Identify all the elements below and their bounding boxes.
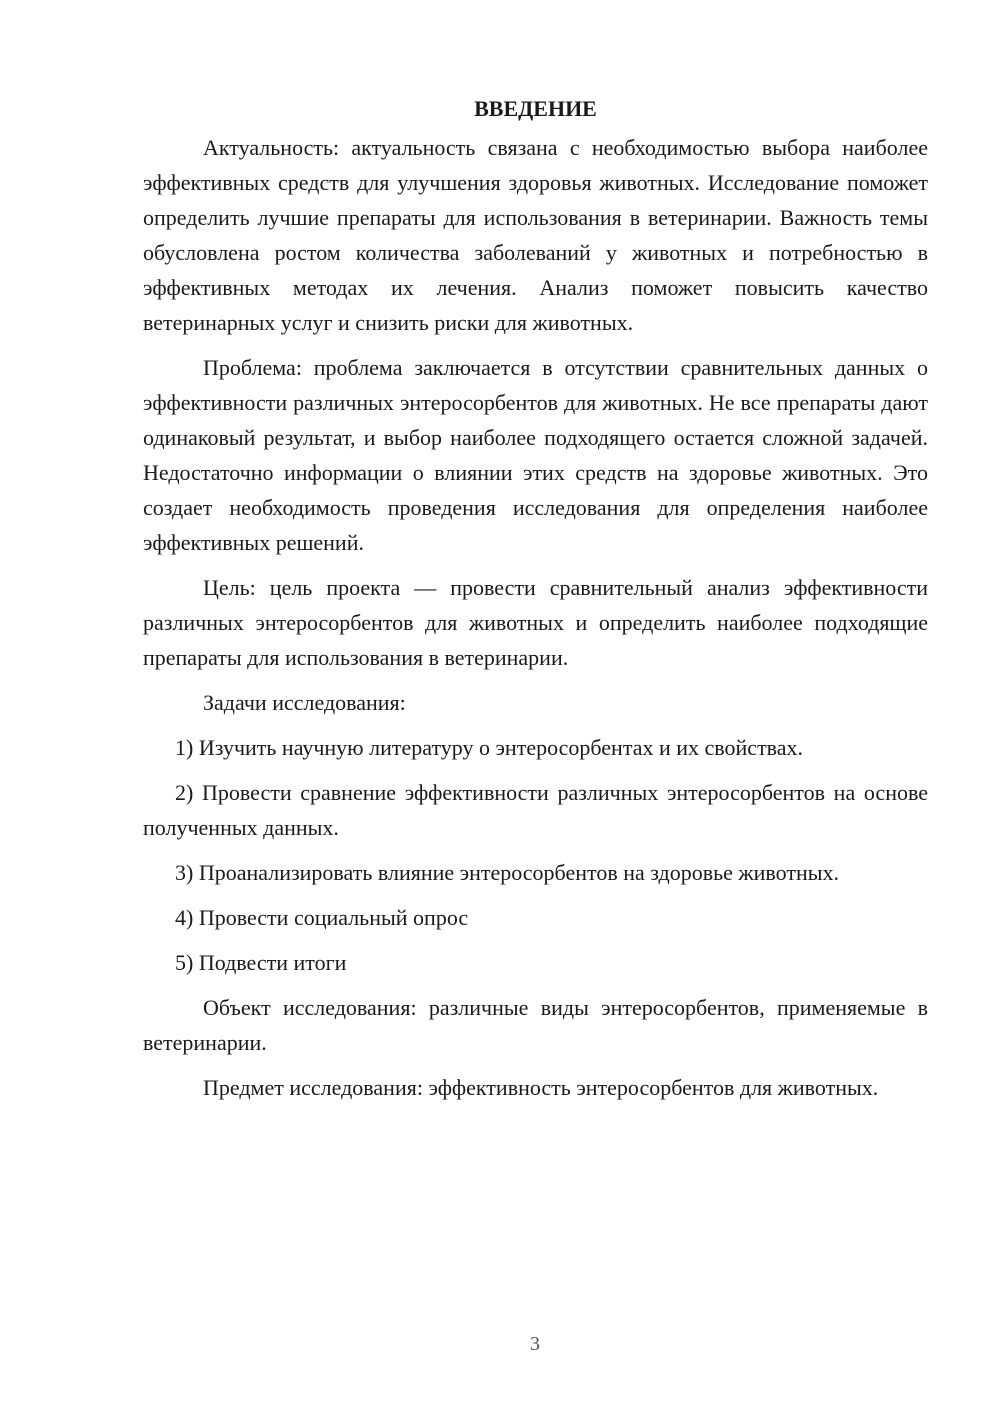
task-item-1: 1) Изучить научную литературу о энтеросорбентах и их свойствах. [175, 735, 804, 760]
page-number: 3 [530, 1333, 540, 1355]
task-item-2: 2) Провести сравнение эффективности различных энтеросорбентов на основе полученных данных. [143, 780, 928, 840]
task-item-5: 5) Подвести итоги [175, 950, 347, 975]
problem-paragraph: Проблема: проблема заключается в отсутствии сравнительных данных о эффективности различных энтеросорбентов для животных. Не все препараты дают одинаковый результат, и выбор наиболее подходящего остается сложной задачей. Недостаточно информации о влиянии этих средств на здоровье животных. Это создает необходимость проведения исследования для определения наиболее эффективных решений. [143, 355, 928, 555]
tasks-heading: Задачи исследования: [203, 690, 406, 715]
task-item-3: 3) Проанализировать влияние энтеросорбентов на здоровье животных. [175, 860, 840, 885]
task-item-4: 4) Провести социальный опрос [175, 905, 469, 930]
object-paragraph: Объект исследования: различные виды энтеросорбентов, применяемые в ветеринарии. [143, 995, 928, 1055]
document-page [143, 92, 928, 1115]
page-title: ВВЕДЕНИЕ [474, 96, 597, 121]
subject-paragraph: Предмет исследования: эффективность энтеросорбентов для животных. [203, 1075, 879, 1100]
relevance-paragraph: Актуальность: актуальность связана с необходимостью выбора наиболее эффективных средств для улучшения здоровья животных. Исследование поможет определить лучшие препараты для использования в ветеринарии. Важность темы обусловлена ростом количества заболеваний у животных и потребностью в эффективных методах их лечения. Анализ поможет повысить качество ветеринарных услуг и снизить риски для животных. [143, 135, 928, 335]
goal-paragraph: Цель: цель проекта — провести сравнительный анализ эффективности различных энтеросорбентов для животных и определить наиболее подходящие препараты для использования в ветеринарии. [143, 575, 928, 670]
